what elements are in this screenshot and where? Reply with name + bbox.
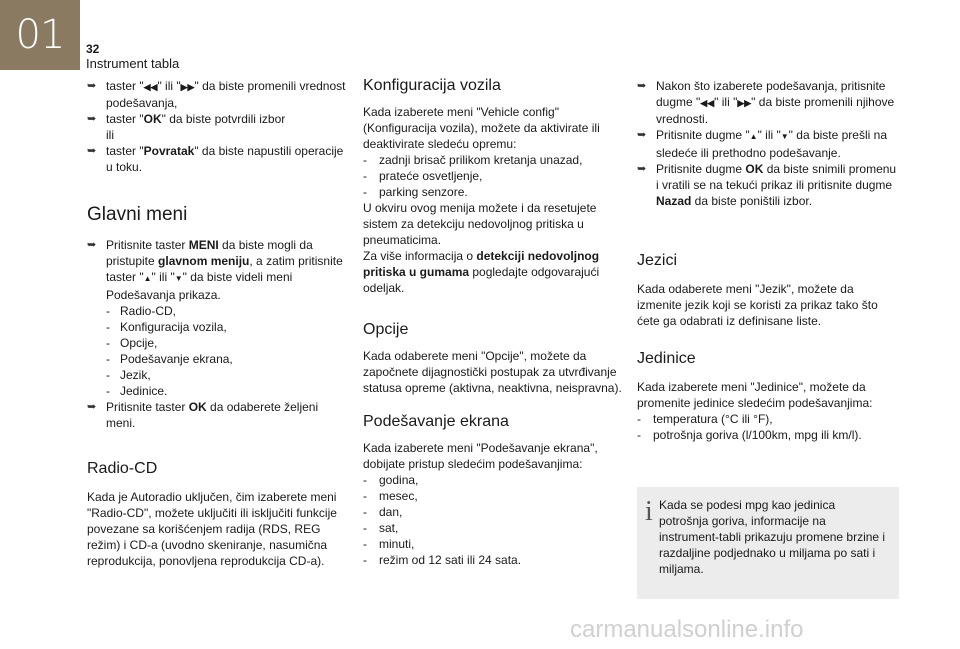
list-item: - temperatura (°C ili °F), [637,412,773,426]
list-item: - mesec, [363,489,418,503]
bullet-item: ➥ Pritisnite dugme "▲" ili "▼" da biste prešli na sledeće ili prethodno podešavanje. [637,128,887,160]
konf-intro: Kada izaberete meni "Vehicle config" (Konfiguracija vozila), možete da aktivirate ili deaktivirate sledeću opremu: [363,105,600,151]
heading-opcije: Opcije [363,321,409,338]
list-item: - Jedinice. [106,384,168,398]
heading-podesavanje-ekrana: Podešavanje ekrana [363,413,509,430]
rewind-glyph: ◀◀ [143,82,158,92]
bullet-arrow-icon: ➥ [87,401,97,413]
konf-more: Za više informacija o detekciji nedovoljnog pritiska u gumama pogledajte odgovarajući odeljak. [363,249,600,295]
column-3 [637,78,899,599]
list-item: - potrošnja goriva (l/100km, mpg ili km/l). [637,428,862,442]
bullet-item: ➥ Pritisnite taster OK da odaberete željeni meni. [87,400,319,430]
bullet-arrow-icon: ➥ [87,239,97,251]
up-glyph: ▲ [749,132,758,141]
bullet-arrow-icon: ➥ [637,80,647,92]
list-item: - Konfiguracija vozila, [106,320,227,334]
forward-glyph: ▶▶ [737,98,752,108]
list-item: - godina, [363,473,419,487]
list-item: - prateće osvetljenje, [363,169,483,183]
jedinice-intro: Kada izaberete meni "Jedinice", možete da promenite jedinice sledećim podešavanjima: [637,380,873,410]
list-item: - sat, [363,521,399,535]
heading-jezici: Jezici [637,252,678,269]
bullet-item: ➥ Pritisnite taster MENI da biste mogli da pristupite glavnom meniju, a zatim pritisnite taster "▲" ili "▼" da biste videli meni Podešavanja prikaza. [87,238,343,302]
section-title: Instrument tabla [86,56,180,71]
list-item: - dan, [363,505,403,519]
jezici-text: Kada odaberete meni "Jezik", možete da izmenite jezik koji se koristi za prikaz tako što ćete ga odabrati iz definisane liste. [637,282,878,328]
info-icon: i [645,496,653,527]
watermark: carmanualsonline.info [570,616,804,643]
heading-konfiguracija: Konfiguracija vozila [363,77,501,94]
or-text: ili [106,128,114,142]
list-item: - Radio-CD, [106,304,177,318]
down-glyph: ▼ [174,274,183,283]
list-item: - Jezik, [106,368,151,382]
chapter-badge [0,0,80,70]
info-text: Kada se podesi mpg kao jedinica potrošnja goriva, informacije na instrument-tabli prikazuju promene brzine i razdaljine podjednako u miljama po sati i miljama. [659,498,886,576]
up-glyph: ▲ [143,274,152,283]
bullet-arrow-icon: ➥ [637,129,647,141]
heading-jedinice: Jedinice [637,350,696,367]
menu-list [87,303,349,399]
bullet-arrow-icon: ➥ [637,163,647,175]
chapter-number: 01 [15,12,65,58]
bullet-item: ➥ Pritisnite dugme OK da biste snimili promenu i vratili se na tekući prikaz ili pritisnite dugme Nazad da biste poništili izbor. [637,162,897,208]
bullet-item: ➥ taster "◀◀" ili "▶▶" da biste promenili vrednost podešavanja, [87,79,346,110]
column-1 [87,78,349,569]
konf-text2: U okviru ovog menija možete i da resetujete sistem za detekciju nedovoljnog pritiska u pneumaticima. [363,201,597,247]
info-box [637,487,899,599]
bullet-item: ➥ taster "Povratak" da biste napustili operacije u toku. [87,144,344,174]
heading-glavni-meni: Glavni meni [87,204,188,225]
radio-cd-text: Kada je Autoradio uključen, čim izaberete meni "Radio-CD", možete uključiti ili isključiti funkcije povezane sa korišćenjem radija (RDS, REG režim) i CD-a (uvodno skeniranje, nasumična reprodukcija, ponovljena reprodukcija CD-a). [87,490,337,568]
rewind-glyph: ◀◀ [700,98,715,108]
forward-glyph: ▶▶ [180,82,195,92]
heading-radio-cd: Radio-CD [87,460,158,477]
opcije-text: Kada odaberete meni "Opcije", možete da započnete dijagnostički postupak za utvrđivanje statusa opreme (aktivna, neaktivna, neispravna). [363,349,622,395]
list-item: - zadnji brisač prilikom kretanja unazad, [363,153,583,167]
list-item: - parking senzore. [363,185,468,199]
bullet-arrow-icon: ➥ [87,113,97,125]
bullet-arrow-icon: ➥ [87,80,97,92]
page-number: 32 [86,42,100,56]
ekran-intro: Kada izaberete meni "Podešavanje ekrana", dobijate pristup sledećim podešavanjima: [363,441,598,471]
list-item: - Podešavanje ekrana, [106,352,233,366]
list-item: - režim od 12 sati ili 24 sata. [363,553,522,567]
list-item: - Opcije, [106,336,158,350]
bullet-item: ➥ taster "OK" da biste potvrdili izbor [87,112,286,126]
bullet-item: ➥ Nakon što izaberete podešavanja, pritisnite dugme "◀◀" ili "▶▶" da biste promenili njihove vrednosti. [637,79,895,126]
column-2 [363,78,625,568]
bullet-arrow-icon: ➥ [87,145,97,157]
down-glyph: ▼ [780,132,789,141]
list-item: - minuti, [363,537,415,551]
